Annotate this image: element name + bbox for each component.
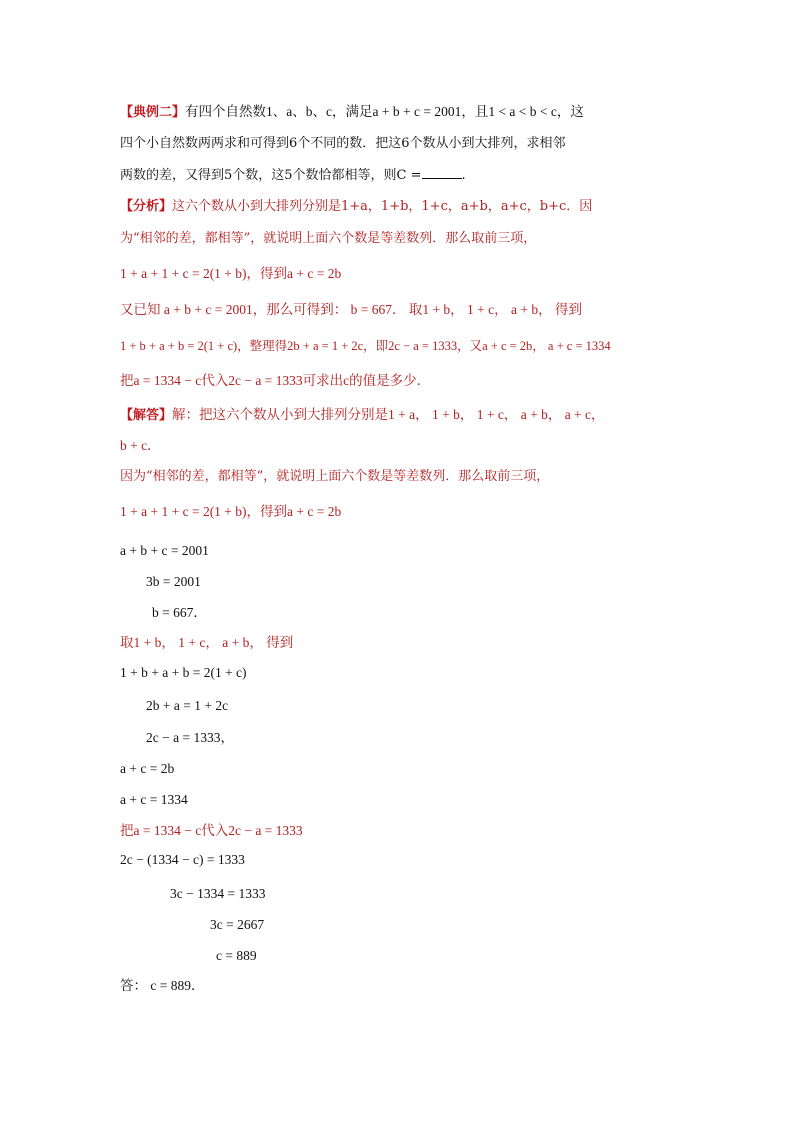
- solution-line-1: [120, 406, 605, 425]
- step-3: b = 667．: [152, 605, 207, 620]
- solution-line-4: 1 + a + 1 + c = 2(1 + b)，得到a + c = 2b: [120, 504, 342, 519]
- analysis-line-4: 又已知 a + b + c = 2001，那么可得到： b = 667． 取1 + b， 1 + c， a + b， 得到: [120, 302, 583, 317]
- analysis-line-5: 1 + b + a + b = 2(1 + c)，整理得2b + a = 1 + 2c，即2c − a = 1333，又a + c = 2b， a + c = 1334: [120, 339, 611, 353]
- step-6: 2b + a = 1 + 2c: [146, 698, 229, 713]
- step-1: a + b + c = 2001: [120, 543, 209, 558]
- example-line-3: [120, 166, 466, 185]
- analysis-line-1: [120, 198, 592, 216]
- analysis-line-2: 为“相邻的差，都相等”，就说明上面六个数是等差数列．那么取前三项，: [120, 231, 537, 246]
- step-5: 1 + b + a + b = 2(1 + c): [120, 665, 247, 680]
- answer-blank: [422, 166, 462, 179]
- solution-text-1: 解：把这六个数从小到大排列分别是1 + a， 1 + b， 1 + c， a + b， a + c，: [172, 407, 605, 422]
- example-text-1: 有四个自然数1、a、b、c，满足a + b + c = 2001，且1 < a < b < c，这: [185, 104, 584, 119]
- step-2: 3b = 2001: [146, 574, 201, 589]
- step-10: 把a = 1334 − c代入2c − a = 1333: [120, 823, 303, 838]
- example-label: 【典例二】: [120, 105, 186, 120]
- step-8: a + c = 2b: [120, 761, 175, 776]
- answer-line: 答： c = 889．: [120, 978, 205, 993]
- analysis-line-3: 1 + a + 1 + c = 2(1 + b)，得到a + c = 2b: [120, 266, 342, 281]
- analysis-label: 【分析】: [120, 199, 173, 214]
- example-text-3: 两数的差，又得到5个数，这5个数恰都相等，则C =: [120, 168, 422, 183]
- example-line-1: [120, 103, 584, 122]
- solution-line-2: b + c．: [120, 438, 161, 453]
- example-text-3-end: .: [461, 168, 466, 183]
- step-9: a + c = 1334: [120, 792, 188, 807]
- example-line-2: 四个小自然数两两求和可得到6个不同的数．把这6个数从小到大排列，求相邻: [120, 136, 566, 151]
- analysis-line-6: 把a = 1334 − c代入2c − a = 1333可求出c的值是多少．: [120, 373, 431, 388]
- analysis-text-1: 这六个数从小到大排列分别是1+a，1+b，1+c，a+b，a+c，b+c．因: [172, 199, 593, 214]
- solution-label: 【解答】: [120, 408, 173, 423]
- step-14: c = 889: [216, 948, 257, 963]
- step-12: 3c − 1334 = 1333: [170, 886, 266, 901]
- step-11: 2c − (1334 − c) = 1333: [120, 852, 245, 867]
- solution-line-3: 因为“相邻的差，都相等”，就说明上面六个数是等差数列．那么取前三项，: [120, 469, 550, 484]
- step-13: 3c = 2667: [210, 917, 265, 932]
- step-7: 2c − a = 1333，: [146, 730, 234, 745]
- step-4: 取1 + b， 1 + c， a + b， 得到: [120, 635, 294, 650]
